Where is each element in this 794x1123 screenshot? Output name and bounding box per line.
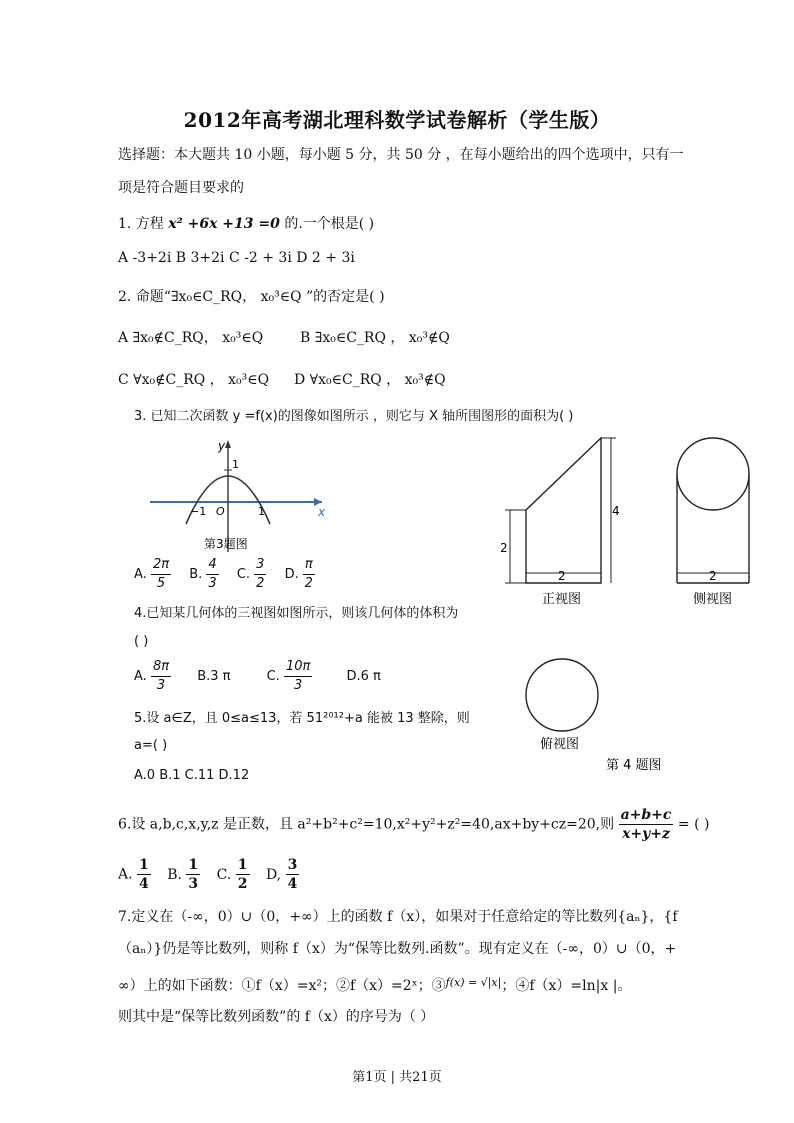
q3-option-a-fraction [151, 556, 171, 593]
intro-line-2: 项是符合题目要求的 [118, 180, 244, 196]
x-tick-label-1: 1 [258, 505, 265, 518]
q3-figure-caption: 第3题图 [204, 537, 248, 551]
page-title: 2012年高考湖北理科数学试卷解析（学生版） [183, 108, 611, 132]
origin-label: O [216, 505, 225, 518]
q6-option-b-fraction [186, 856, 200, 893]
question-6 [118, 806, 709, 843]
q6-option-d-den: 4 [287, 876, 298, 892]
q6-option-b-num: 1 [188, 857, 199, 873]
q6-stem: 6.设 a,b,c,x,y,z 是正数，且 a²+b²+c²=10,x²+y²+z²=40,ax+by+cz=20,则 [118, 816, 615, 833]
q7-line-3 [118, 975, 631, 995]
q6-option-d-num: 3 [287, 857, 298, 873]
q2-option-b: B ∃x₀∈C_RQ ， x₀³∉Q [300, 330, 450, 346]
q3-option-c-num: 3 [254, 556, 266, 575]
q3-options [134, 556, 315, 593]
q4-stem-line-1: 4.已知某几何体的三视图如图所示，则该几何体的体积为 [134, 606, 459, 621]
intro-line-1: 选择题：本大题共 10 小题，每小题 5 分，共 50 分 ，在每小题给出的四个选项中，只有一 [118, 147, 684, 163]
q1-prefix: 1. 方程 [118, 216, 169, 232]
front-view-caption: 正视图 [542, 592, 582, 607]
q6-option-c-label: C. [216, 866, 232, 883]
q6-option-a-fraction [137, 856, 151, 893]
q3-option-b-label: B. [189, 567, 203, 582]
front-view-shape [526, 438, 601, 583]
q2-option-c: C ∀x₀∉C_RQ ， x₀³∈Q [118, 372, 270, 388]
q5-stem-line-1: 5.设 a∈Z，且 0≤a≤13，若 51²⁰¹²+a 能被 13 整除，则 [134, 711, 470, 726]
q6-options [118, 856, 299, 893]
side-width-label: 2 [709, 569, 717, 583]
q4-option-c-den: 3 [294, 678, 303, 693]
q2-stem: 2. 命题“∃x₀∈C_RQ， x₀³∈Q ”的否定是( ) [118, 289, 385, 305]
q3-option-c-den: 2 [256, 576, 265, 591]
q3-option-d-den: 2 [304, 576, 313, 591]
q3-option-d-label: D. [284, 567, 299, 582]
x-label: x [318, 505, 326, 519]
q6-option-c-fraction [236, 856, 250, 893]
side-view-caption: 侧视图 [693, 592, 733, 607]
total-height-label: 4 [612, 504, 620, 518]
q6-option-a-num: 1 [139, 857, 149, 873]
side-view-circle [677, 438, 749, 510]
q6-tail: = ( ) [677, 816, 710, 833]
q4-option-a-den: 3 [156, 678, 166, 693]
q1-suffix: 的.一个根是( ) [279, 216, 375, 232]
q4-options [134, 658, 381, 695]
q3-option-b-den: 3 [208, 576, 217, 591]
q7-line-2: （aₙ）}仍是等比数列，则称 f（x）为“保等比数列.函数”。现有定义在（-∞，0）∪（0，+ [118, 941, 677, 957]
q1-equation: x² +6x +13 =0 [168, 216, 280, 232]
q6-option-b-label: B. [167, 866, 182, 883]
x-tick-label-neg-1: −1 [190, 505, 207, 518]
q3-option-a-label: A. [134, 567, 147, 582]
q3-option-b-num: 4 [206, 556, 218, 575]
y-axis-arrow [225, 440, 231, 448]
q2-option-a: A ∃x₀∉C_RQ， x₀³∈Q [118, 330, 264, 346]
q3-option-a-den: 5 [156, 576, 166, 591]
q3-option-c-label: C. [236, 567, 251, 582]
q6-fraction [619, 806, 674, 843]
q7-line-1: 7.定义在（-∞，0）∪（0，+∞）上的函数 f（x），如果对于任意给定的等比数列{aₙ}，{f [118, 909, 678, 925]
q6-fraction-den: x+y+z [622, 826, 670, 842]
q6-option-c-num: 1 [237, 857, 248, 873]
q4-option-b: B.3 π [197, 669, 231, 684]
q5-stem-line-2: a=( ) [134, 738, 168, 753]
y-tick-label-1: 1 [232, 458, 239, 471]
question-1 [118, 213, 374, 233]
q6-fraction-num: a+b+c [620, 807, 672, 823]
front-height-label: 2 [500, 541, 508, 555]
front-width-label: 2 [558, 569, 566, 583]
q7-function-3: f(x) = √|x| [445, 976, 502, 989]
y-label: y [218, 439, 226, 453]
q3-option-c-fraction [254, 556, 266, 593]
top-view-caption: 俯视图 [540, 737, 580, 752]
q4-option-a-num: 8π [151, 658, 171, 677]
q6-option-c-den: 2 [237, 876, 248, 892]
q4-option-c-label: C. [266, 669, 280, 684]
q2-option-d: D ∀x₀∈C_RQ ， x₀³∉Q [294, 372, 446, 388]
q6-option-b-den: 3 [188, 876, 199, 892]
page-footer: 第1页 | 共21页 [352, 1070, 442, 1085]
q3-stem: 3. 已知二次函数 y =f(x)的图像如图所示 ，则它与 X 轴所围图形的面积为( ) [134, 409, 574, 424]
q6-option-a-den: 4 [139, 876, 149, 892]
q7-line-3-end: ；④f（x）=ln|x |。 [501, 978, 632, 994]
q4-option-d: D.6 π [346, 669, 381, 684]
q4-option-c-fraction [284, 658, 312, 695]
q7-line-3-start: ∞）上的如下函数：①f（x）=x²；②f（x）=2ˣ；③ [118, 978, 446, 994]
top-view-circle [526, 659, 598, 731]
q4-figure-caption: 第 4 题图 [606, 758, 662, 773]
q5-options: A.0 B.1 C.11 D.12 [134, 768, 250, 783]
q6-option-d-label: D, [265, 866, 282, 883]
q6-option-a-label: A. [118, 866, 133, 883]
q6-option-d-fraction [286, 856, 300, 893]
q4-option-c-num: 10π [284, 658, 312, 677]
q7-line-4: 则其中是“保等比数列函数”的 f（x）的序号为（ ） [118, 1009, 435, 1025]
q1-options: A -3+2i B 3+2i C -2 + 3i D 2 + 3i [118, 250, 355, 266]
q3-option-d-fraction [303, 556, 315, 593]
q4-option-a-label: A. [134, 669, 147, 684]
q4-three-views-figure [490, 430, 770, 780]
q4-option-a-fraction [151, 658, 171, 695]
q3-option-a-num: 2π [151, 556, 171, 575]
q3-parabola-figure [146, 436, 326, 554]
q4-stem-line-2: ( ) [134, 634, 149, 649]
q3-option-b-fraction [206, 556, 218, 593]
q3-option-d-num: π [303, 556, 315, 575]
